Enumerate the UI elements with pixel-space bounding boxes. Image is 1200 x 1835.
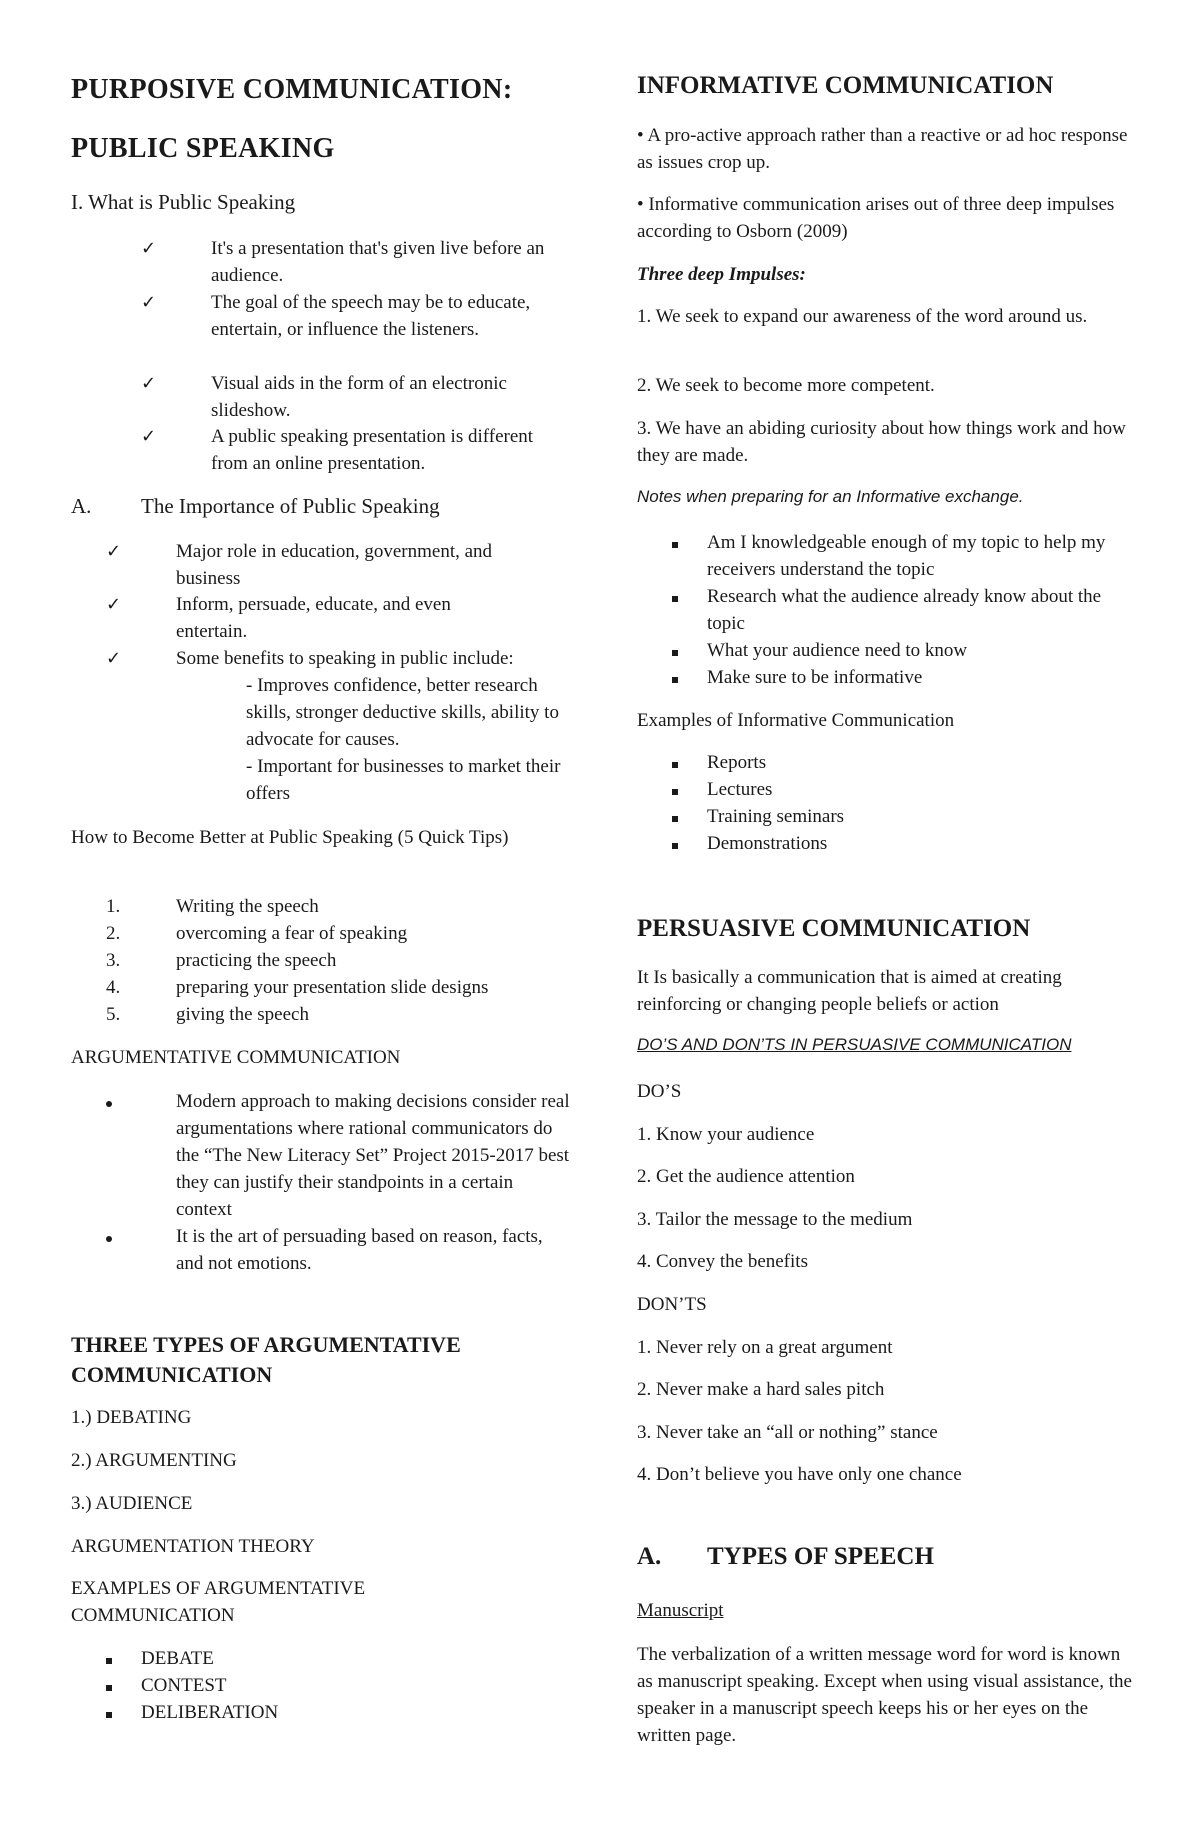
- checkmark-icon: ✓: [141, 292, 157, 313]
- donts-item: 4. Don’t believe you have only one chance: [637, 1464, 962, 1485]
- benefit-text: - Improves confidence, better research skills, stronger deductive skills, ability to advocate for causes.: [246, 675, 559, 750]
- list-item: ✓ Some benefits to speaking in public include:: [106, 645, 571, 672]
- bullet-icon: [672, 762, 678, 768]
- informative-heading: INFORMATIVE COMMUNICATION: [637, 72, 1054, 99]
- list-item: Lectures: [672, 776, 1137, 803]
- document-title-line1: PURPOSIVE COMMUNICATION:: [71, 74, 513, 105]
- impulses-heading: Three deep Impulses:: [637, 264, 806, 285]
- section-importance: A. The Importance of Public Speaking: [71, 494, 440, 518]
- document-title-line2: PUBLIC SPEAKING: [71, 133, 335, 164]
- list-item: Training seminars: [672, 803, 1137, 830]
- bullet-icon: [106, 1685, 112, 1691]
- list-item: 5. giving the speech: [106, 1004, 309, 1025]
- checkmark-icon: ✓: [106, 648, 122, 669]
- dos-donts-heading: DO’S AND DON’TS IN PERSUASIVE COMMUNICATION: [637, 1035, 1072, 1054]
- list-item: ✓ A public speaking presentation is different from an online presentation.: [141, 423, 571, 477]
- donts-item: 2. Never make a hard sales pitch: [637, 1379, 885, 1400]
- examples-heading: EXAMPLES OF ARGUMENTATIVE COMMUNICATION: [71, 1578, 366, 1626]
- dos-item: 3. Tailor the message to the medium: [637, 1209, 913, 1230]
- bullet-icon: [672, 677, 678, 683]
- type-item: 1.) DEBATING: [71, 1407, 192, 1428]
- manuscript-paragraph: The verbalization of a written message word for word is known as manuscript speaking. Except when using visual assistance, the speaker in a manuscript speech keeps his or her eyes on the written page.: [637, 1644, 1132, 1746]
- section-what-is-public-speaking: I. What is Public Speaking: [71, 190, 296, 214]
- list-item: Am I knowledgeable enough of my topic to help my receivers understand the topic: [672, 529, 1137, 583]
- dos-item: 1. Know your audience: [637, 1124, 815, 1145]
- bullet-icon: [672, 816, 678, 822]
- list-item: What your audience need to know: [672, 637, 1137, 664]
- list-item: 4. preparing your presentation slide designs: [106, 977, 489, 998]
- list-item: ✓ It's a presentation that's given live before an audience.: [141, 235, 571, 289]
- persuasive-heading: PERSUASIVE COMMUNICATION: [637, 915, 1031, 942]
- bullet-icon: [672, 650, 678, 656]
- persuasive-paragraph: It Is basically a communication that is aimed at creating reinforcing or changing people beliefs or action: [637, 967, 1062, 1015]
- list-item: 3. practicing the speech: [106, 950, 337, 971]
- list-item: DELIBERATION: [106, 1699, 571, 1726]
- bullet-icon: [672, 843, 678, 849]
- list-item: 1. Writing the speech: [106, 896, 319, 917]
- argumentation-theory: ARGUMENTATION THEORY: [71, 1536, 315, 1557]
- bullet-icon: [672, 542, 678, 548]
- list-item: Demonstrations: [672, 830, 1137, 857]
- tips-heading: How to Become Better at Public Speaking (5 Quick Tips): [71, 827, 509, 848]
- argumentative-heading: ARGUMENTATIVE COMMUNICATION: [71, 1047, 401, 1068]
- checkmark-icon: ✓: [141, 238, 157, 259]
- list-item: Make sure to be informative: [672, 664, 1137, 691]
- bullet-icon: [672, 789, 678, 795]
- list-item: ✓ Inform, persuade, educate, and even entertain.: [106, 591, 571, 645]
- dos-label: DO’S: [637, 1081, 682, 1102]
- type-item: 2.) ARGUMENTING: [71, 1450, 237, 1471]
- dos-item: 4. Convey the benefits: [637, 1251, 808, 1272]
- list-item: DEBATE: [106, 1645, 571, 1672]
- bullet-icon: [106, 1236, 112, 1242]
- list-item: 2. overcoming a fear of speaking: [106, 923, 408, 944]
- impulse-item: 1. We seek to expand our awareness of the word around us.: [637, 306, 1088, 327]
- informative-examples-heading: Examples of Informative Communication: [637, 710, 955, 731]
- three-types-heading: THREE TYPES OF ARGUMENTATIVE COMMUNICATION: [71, 1332, 461, 1387]
- list-item: CONTEST: [106, 1672, 571, 1699]
- bullet-icon: [106, 1101, 112, 1107]
- list-item: ✓ The goal of the speech may be to educate, entertain, or influence the listeners.: [141, 289, 571, 343]
- bullet-icon: [106, 1712, 112, 1718]
- list-item: Modern approach to making decisions consider real argumentations where rational communicators do the “The New Literacy Set” Project 2015-2017 best they can justify their standpoints in a certain context: [106, 1088, 571, 1223]
- checkmark-icon: ✓: [106, 594, 122, 615]
- list-item: It is the art of persuading based on reason, facts, and not emotions.: [106, 1223, 571, 1277]
- impulse-item: 3. We have an abiding curiosity about how things work and how they are made.: [637, 418, 1126, 466]
- donts-label: DON’TS: [637, 1294, 707, 1315]
- donts-item: 3. Never take an “all or nothing” stance: [637, 1422, 938, 1443]
- list-item: ✓ Major role in education, government, and business: [106, 538, 571, 592]
- informative-paragraph: • A pro-active approach rather than a reactive or ad hoc response as issues crop up.: [637, 125, 1128, 173]
- checkmark-icon: ✓: [106, 541, 122, 562]
- bullet-icon: [672, 596, 678, 602]
- types-of-speech-heading: A. TYPES OF SPEECH: [637, 1543, 934, 1570]
- informative-paragraph: • Informative communication arises out of three deep impulses according to Osborn (2009): [637, 194, 1115, 242]
- donts-item: 1. Never rely on a great argument: [637, 1337, 893, 1358]
- checkmark-icon: ✓: [141, 373, 157, 394]
- manuscript-label: Manuscript: [637, 1600, 724, 1621]
- checkmark-icon: ✓: [141, 426, 157, 447]
- list-item: Research what the audience already know about the topic: [672, 583, 1137, 637]
- impulse-item: 2. We seek to become more competent.: [637, 375, 935, 396]
- notes-heading: Notes when preparing for an Informative exchange.: [637, 487, 1024, 506]
- list-item: Reports: [672, 749, 1137, 776]
- benefit-text: - Important for businesses to market their offers: [246, 756, 561, 804]
- dos-item: 2. Get the audience attention: [637, 1166, 855, 1187]
- type-item: 3.) AUDIENCE: [71, 1493, 193, 1514]
- list-item: ✓ Visual aids in the form of an electronic slideshow.: [141, 370, 571, 424]
- bullet-icon: [106, 1658, 112, 1664]
